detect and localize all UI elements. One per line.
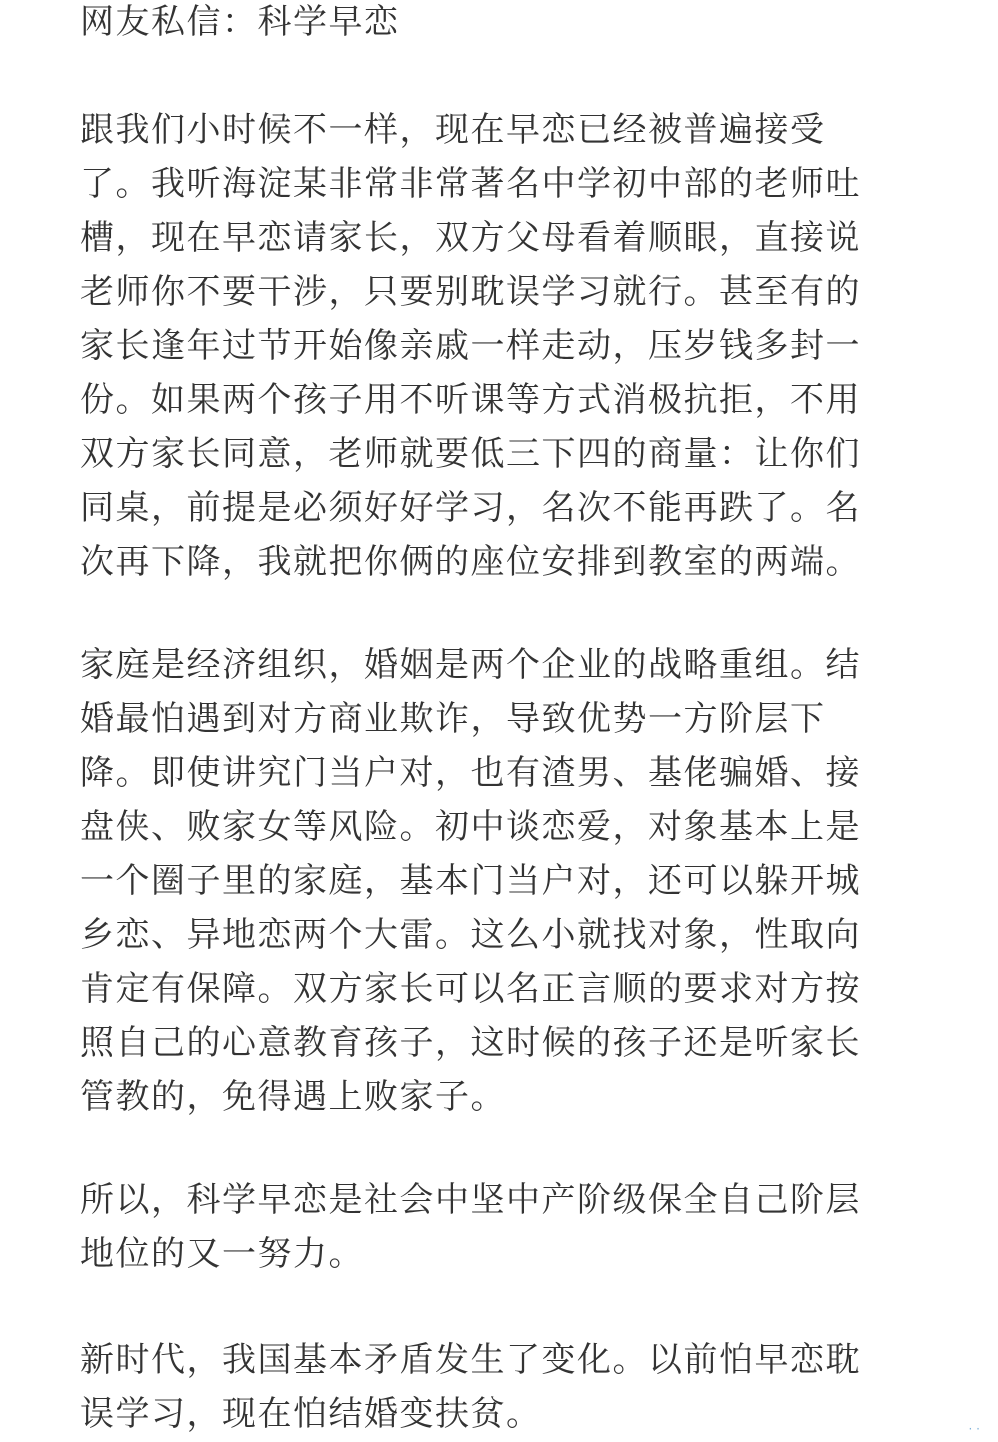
paragraph-line: 地位的又一努力。 (80, 1234, 364, 1274)
paragraph-line: 份。如果两个孩子用不听课等方式消极抗拒，不用 (80, 380, 861, 420)
paragraph-line: 乡恋、异地恋两个大雷。这么小就找对象，性取向 (80, 915, 861, 955)
paragraph-line: 了。我听海淀某非常非常著名中学初中部的老师吐 (80, 164, 861, 204)
paragraph-line: 老师你不要干涉，只要别耽误学习就行。甚至有的 (80, 272, 861, 312)
paragraph-line: 误学习，现在怕结婚变扶贫。 (80, 1394, 542, 1434)
paragraph-line: 所以，科学早恋是社会中坚中产阶级保全自己阶层 (80, 1180, 861, 1220)
paragraph-line: 肯定有保障。双方家长可以名正言顺的要求对方按 (80, 969, 861, 1009)
paragraph-line: 管教的，免得遇上败家子。 (80, 1077, 506, 1117)
paragraph-line: 盘侠、败家女等风险。初中谈恋爱，对象基本上是 (80, 807, 861, 847)
paragraph-line: 家庭是经济组织，婚姻是两个企业的战略重组。结 (80, 645, 861, 685)
corner-dots: · · (968, 1422, 980, 1436)
paragraph-line: 槽，现在早恋请家长，双方父母看着顺眼，直接说 (80, 218, 861, 258)
paragraph-line: 降。即使讲究门当户对，也有渣男、基佬骗婚、接 (80, 753, 861, 793)
paragraph-line: 次再下降，我就把你俩的座位安排到教室的两端。 (80, 542, 861, 582)
paragraph-line: 家长逢年过节开始像亲戚一样走动，压岁钱多封一 (80, 326, 861, 366)
paragraph-line: 双方家长同意，老师就要低三下四的商量：让你们 (80, 434, 861, 474)
paragraph-line: 跟我们小时候不一样，现在早恋已经被普遍接受 (80, 110, 826, 150)
paragraph-line: 照自己的心意教育孩子，这时候的孩子还是听家长 (80, 1023, 861, 1063)
paragraph-line: 婚最怕遇到对方商业欺诈，导致优势一方阶层下 (80, 699, 826, 739)
paragraph-line: 同桌，前提是必须好好学习，名次不能再跌了。名 (80, 488, 861, 528)
paragraph-line: 一个圈子里的家庭，基本门当户对，还可以躲开城 (80, 861, 861, 901)
paragraph-line: 新时代，我国基本矛盾发生了变化。以前怕早恋耽 (80, 1340, 861, 1380)
page-title: 网友私信：科学早恋 (80, 2, 400, 42)
